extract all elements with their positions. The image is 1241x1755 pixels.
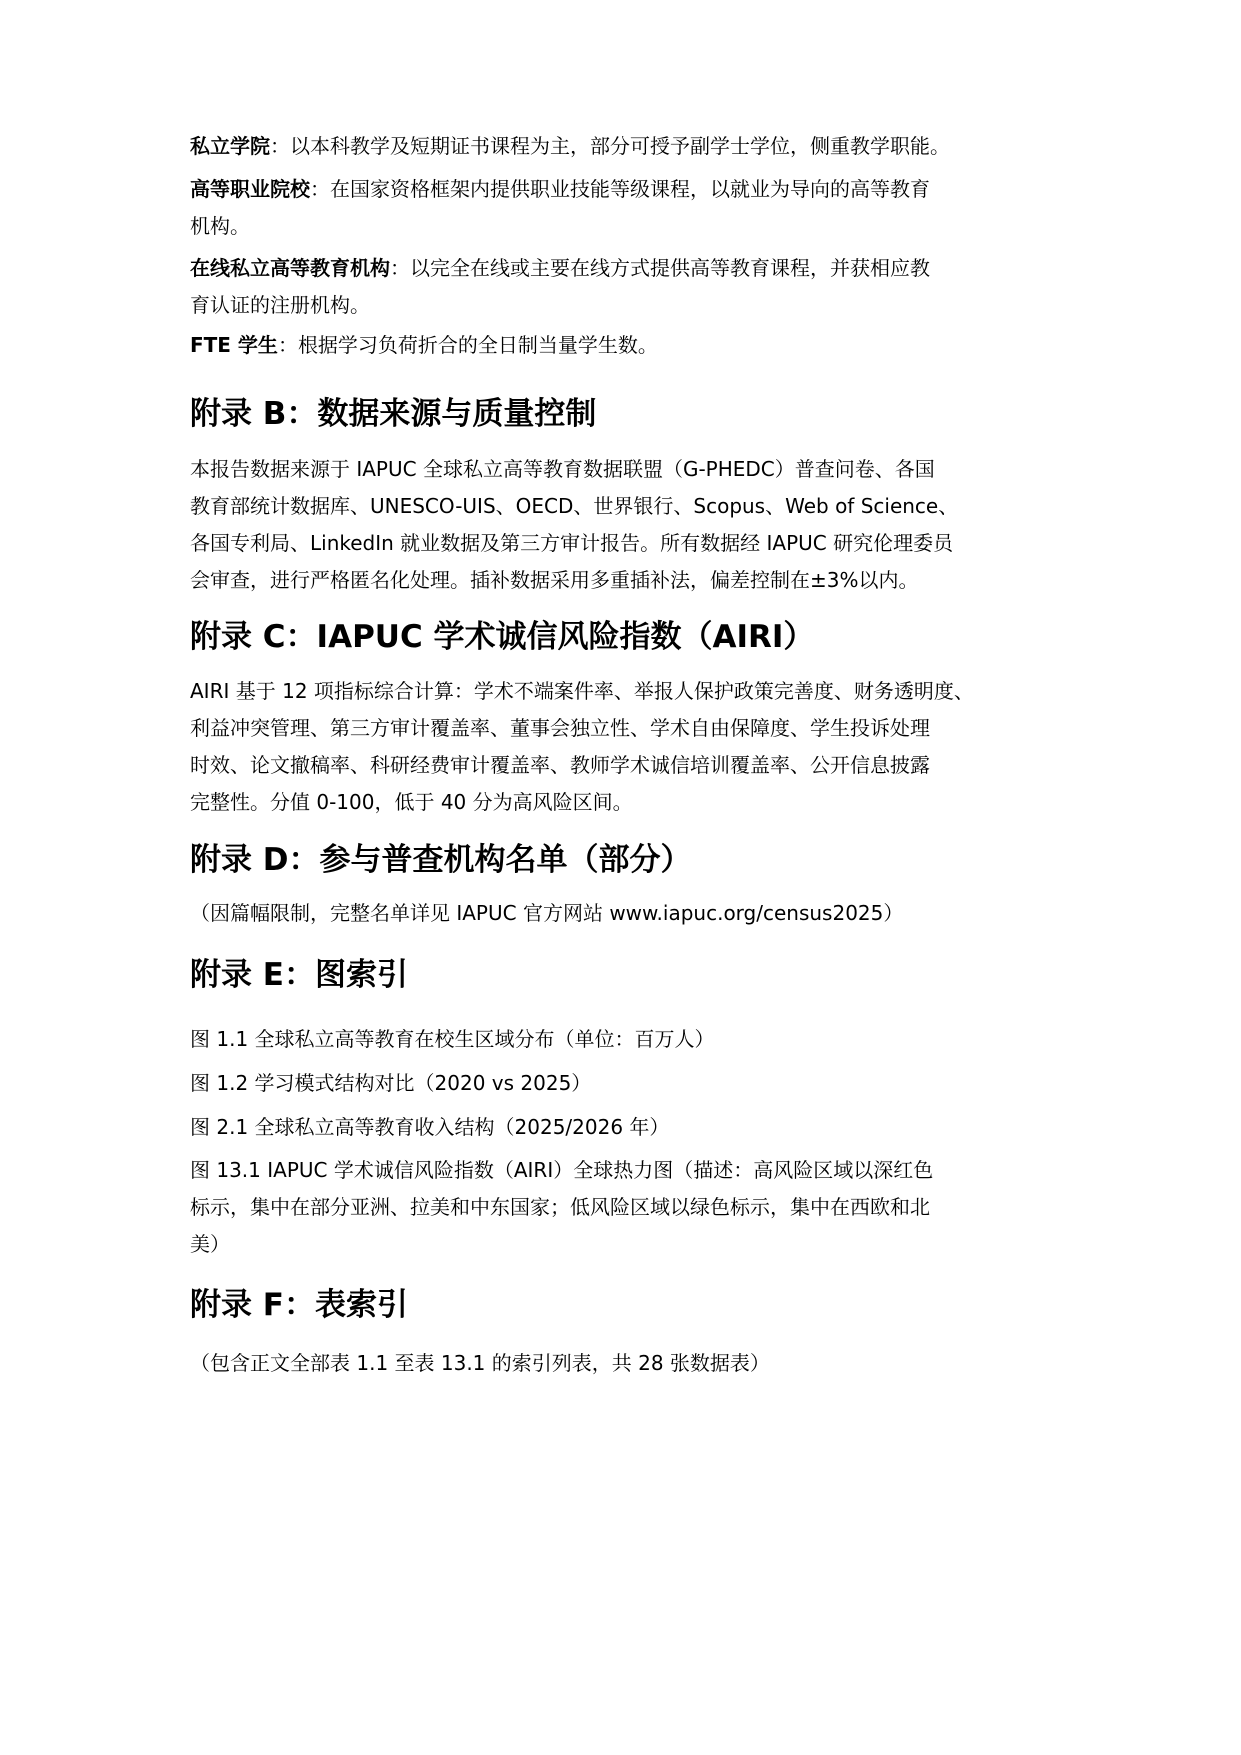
definition-term: FTE 学生 <box>190 333 278 357</box>
figure-index-item: 图 13.1 IAPUC 学术诚信风险指数（AIRI）全球热力图（描述：高风险区域以深红色 标示，集中在部分亚洲、拉美和中东国家；低风险区域以绿色标示，集中在西欧和北 美） <box>190 1158 934 1256</box>
appendix-c-body: AIRI 基于 12 项指标综合计算：学术不端案件率、举报人保护政策完善度、财务透明度、 利益冲突管理、第三方审计覆盖率、董事会独立性、学术自由保障度、学生投诉处理 时效、论文撤稿率、科研经费审计覆盖率、教师学术诚信培训覆盖率、公开信息披露 完整性。分值 0-100，低于 40 分为高风险区间。 <box>190 679 974 814</box>
definition-online-private-institution: 在线私立高等教育机构：以完全在线或主要在线方式提供高等教育课程，并获相应教 育认证的注册机构。 <box>190 256 930 317</box>
appendix-d-note: （因篇幅限制，完整名单详见 IAPUC 官方网站 www.iapuc.org/census2025） <box>190 901 904 925</box>
appendix-e-heading: 附录 E：图索引 <box>190 957 408 993</box>
figure-index-item: 图 1.1 全球私立高等教育在校生区域分布（单位：百万人） <box>190 1027 715 1051</box>
appendix-b-heading: 附录 B：数据来源与质量控制 <box>190 396 597 432</box>
appendix-d-heading: 附录 D：参与普查机构名单（部分） <box>190 842 692 878</box>
definition-term: 在线私立高等教育机构 <box>190 256 390 280</box>
figure-index-item: 图 1.2 学习模式结构对比（2020 vs 2025） <box>190 1071 592 1095</box>
definition-term: 私立学院 <box>190 134 270 158</box>
definition-term: 高等职业院校 <box>190 177 310 201</box>
appendix-f-heading: 附录 F：表索引 <box>190 1287 408 1323</box>
appendix-f-note: （包含正文全部表 1.1 至表 13.1 的索引列表，共 28 张数据表） <box>190 1351 770 1375</box>
figure-index-item: 图 2.1 全球私立高等教育收入结构（2025/2026 年） <box>190 1115 670 1139</box>
appendix-c-heading: 附录 C：IAPUC 学术诚信风险指数（AIRI） <box>190 619 815 655</box>
appendix-b-body: 本报告数据来源于 IAPUC 全球私立高等教育数据联盟（G-PHEDC）普查问卷、各国 教育部统计数据库、UNESCO-UIS、OECD、世界银行、Scopus、Web of Science、 各国专利局、LinkedIn 就业数据及第三方审计报告。所有数据经 IAPUC 研究伦理委员 会审查，进行严格匿名化处理。插补数据采用多重插补法，偏差控制在±3%以内。 <box>190 457 959 592</box>
definition-vocational-institution: 高等职业院校：在国家资格框架内提供职业技能等级课程，以就业为导向的高等教育 机构。 <box>190 177 930 238</box>
definition-private-college: 私立学院：以本科教学及短期证书课程为主，部分可授予副学士学位，侧重教学职能。 <box>190 134 950 158</box>
definition-fte-student: FTE 学生：根据学习负荷折合的全日制当量学生数。 <box>190 333 658 357</box>
